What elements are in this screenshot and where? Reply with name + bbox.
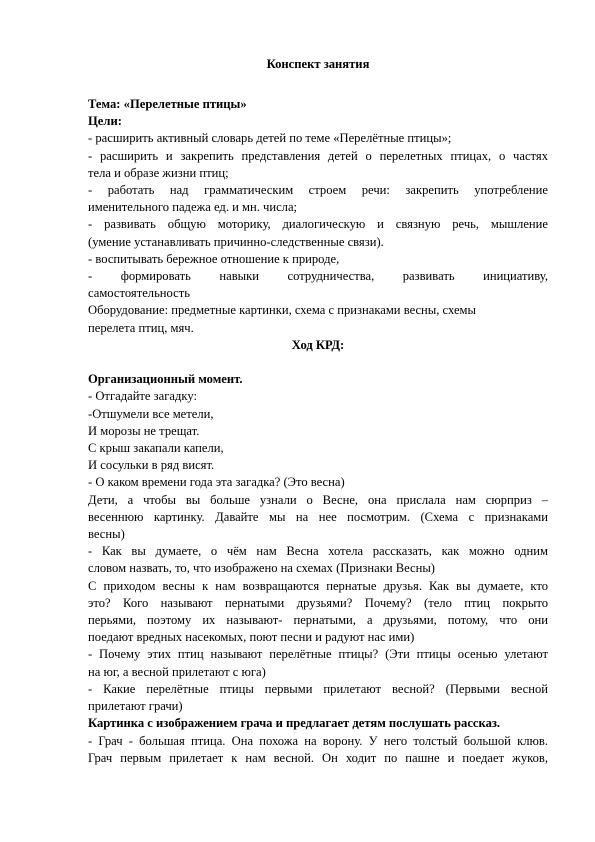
dialog-line: словом назвать, то, что изображено на схемах (Признаки Весны) (88, 561, 436, 576)
dialog-line: прилетают грачи) (88, 699, 183, 714)
equipment-line: Оборудование: предметные картинки, схема с признаками весны, схемы (88, 303, 476, 318)
goal-line: (умение устанавливать причинно-следственные связи). (88, 234, 384, 249)
dialog-line: - Какие перелётные птицы первыми прилетают весной? (Первыми весной (88, 681, 548, 696)
story-line: - Грач - большая птица. Она похожа на ворону. У него толстый большой клюв. (88, 733, 548, 748)
goal-line: тела и образе жизни птиц; (88, 165, 229, 180)
dialog-line: весеннюю картинку. Давайте мы на нее посмотрим. (Схема с признаками (88, 509, 548, 524)
dialog-line: перьями, поэтому их называют- пернатыми, а друзьями, потому, что они (88, 613, 548, 628)
riddle-line: -Отшумели все метели, (88, 406, 214, 421)
dialog-line: - Как вы думаете, о чём нам Весна хотела рассказать, как можно одним (88, 544, 548, 559)
goal-line: - развивать общую моторику, диалогическую и связную речь, мышление (88, 217, 548, 232)
goals-heading: Цели: (88, 114, 122, 129)
topic-heading: Тема: «Перелетные птицы» (88, 97, 247, 111)
org-moment-heading: Организационный момент. (88, 372, 243, 387)
riddle-line: И сосульки в ряд висят. (88, 458, 215, 473)
blank-line (88, 354, 548, 371)
dialog-line: Дети, а чтобы вы больше узнали о Весне, она прислала нам сюрприз – (88, 492, 548, 507)
dialog-line: на юг, а весной прилетают с юга) (88, 664, 266, 679)
dialog-line: С приходом весны к нам возвращаются пернатые друзья. Как вы думаете, кто (88, 578, 548, 593)
dialog-line: это? Кого называют пернатыми друзьями? Почему? (тело птиц покрыто (88, 595, 548, 610)
goal-line: - формировать навыки сотрудничества, развивать инициативу, (88, 269, 548, 284)
course-heading: Ход КРД: (291, 337, 345, 352)
riddle-line: - Отгадайте загадку: (88, 389, 197, 404)
goal-line: - расширить и закрепить представления детей о перелетных птицах, о частях (88, 148, 548, 163)
goal-line: - расширить активный словарь детей по теме «Перелётные птицы»; (88, 131, 452, 146)
riddle-line: - О каком времени года эта загадка? (Это весна) (88, 475, 345, 490)
dialog-line: поедают вредных насекомых, поют песни и радуют нас ими) (88, 630, 415, 645)
dialog-line: - Почему этих птиц называют перелётные птицы? (Эти птицы осенью улетают (88, 647, 548, 662)
riddle-line: С крыш закапали капели, (88, 441, 224, 456)
goal-line: - работать над грамматическим строем речи: закрепить употребление (88, 183, 548, 198)
picture-heading: Картинка с изображением грача и предлагает детям послушать рассказ. (88, 716, 501, 731)
dialog-line: весны) (88, 527, 125, 542)
goal-line: - воспитывать бережное отношение к природе, (88, 251, 340, 266)
story-line: Грач первым прилетает к нам весной. Он ходит по пашне и поедает жуков, (88, 750, 548, 765)
equipment-line: перелета птиц, мяч. (88, 320, 194, 335)
goal-line: именительного падежа ед. и мн. числа; (88, 200, 298, 215)
document-body (88, 96, 548, 767)
goal-line: самостоятельность (88, 286, 190, 301)
document-title: Конспект занятия (266, 57, 370, 71)
riddle-line: И морозы не трещат. (88, 423, 200, 438)
